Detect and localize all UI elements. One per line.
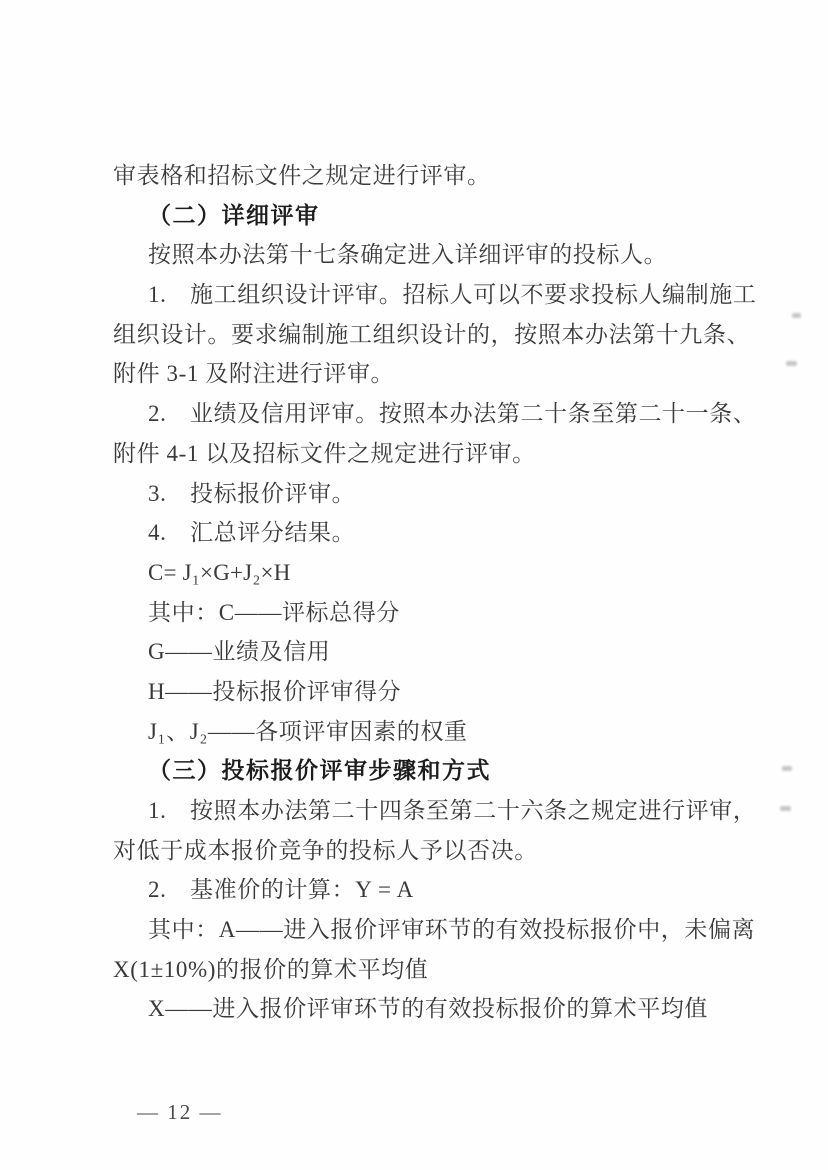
text-line: 4. 汇总评分结果。	[148, 520, 356, 546]
text-line: 2. 基准价的计算：Y = A	[148, 877, 414, 903]
text-line: 3. 投标报价评审。	[148, 480, 356, 506]
text-line: 其中：C——评标总得分	[148, 599, 400, 625]
text-line: 附件 4-1 以及招标文件之规定进行评审。	[113, 440, 536, 466]
page-number: — 12 —	[137, 1100, 223, 1124]
text-line: 1. 施工组织设计评审。招标人可以不要求投标人编制施工	[148, 282, 757, 308]
text-line: 组织设计。要求编制施工组织设计的，按照本办法第十九条、	[113, 321, 751, 347]
text-line: G——业绩及信用	[148, 639, 331, 665]
text-line: X——进入报价评审环节的有效投标报价的算术平均值	[148, 996, 709, 1022]
text-line: J₁、J₂——各项评审因素的权重	[148, 718, 468, 744]
text-line: H——投标报价评审得分	[148, 678, 402, 704]
section-heading: （二）详细评审	[148, 202, 320, 228]
document-body	[113, 156, 757, 1029]
text-line: 其中：A——进入报价评审环节的有效投标报价中，未偏离	[148, 917, 756, 943]
scan-artifact	[780, 806, 791, 811]
scan-artifact	[782, 766, 792, 771]
text-line: 1. 按照本办法第二十四条至第二十六条之规定进行评审，	[148, 798, 757, 823]
section-heading: （三）投标报价评审步骤和方式	[148, 758, 491, 784]
scan-artifact	[786, 361, 797, 366]
text-line: 2. 业绩及信用评审。按照本办法第二十条至第二十一条、	[148, 401, 757, 427]
text-line: 审表格和招标文件之规定进行评审。	[113, 163, 491, 188]
text-line: 按照本办法第十七条确定进入详细评审的投标人。	[148, 242, 668, 268]
text-line: 附件 3-1 及附注进行评审。	[113, 361, 395, 387]
text-line: 对低于成本报价竞争的投标人予以否决。	[113, 837, 538, 863]
text-line: X(1±10%)的报价的算术平均值	[113, 956, 429, 982]
formula-line: C= J₁×G+J₂×H	[148, 559, 291, 585]
scan-artifact	[792, 313, 801, 318]
